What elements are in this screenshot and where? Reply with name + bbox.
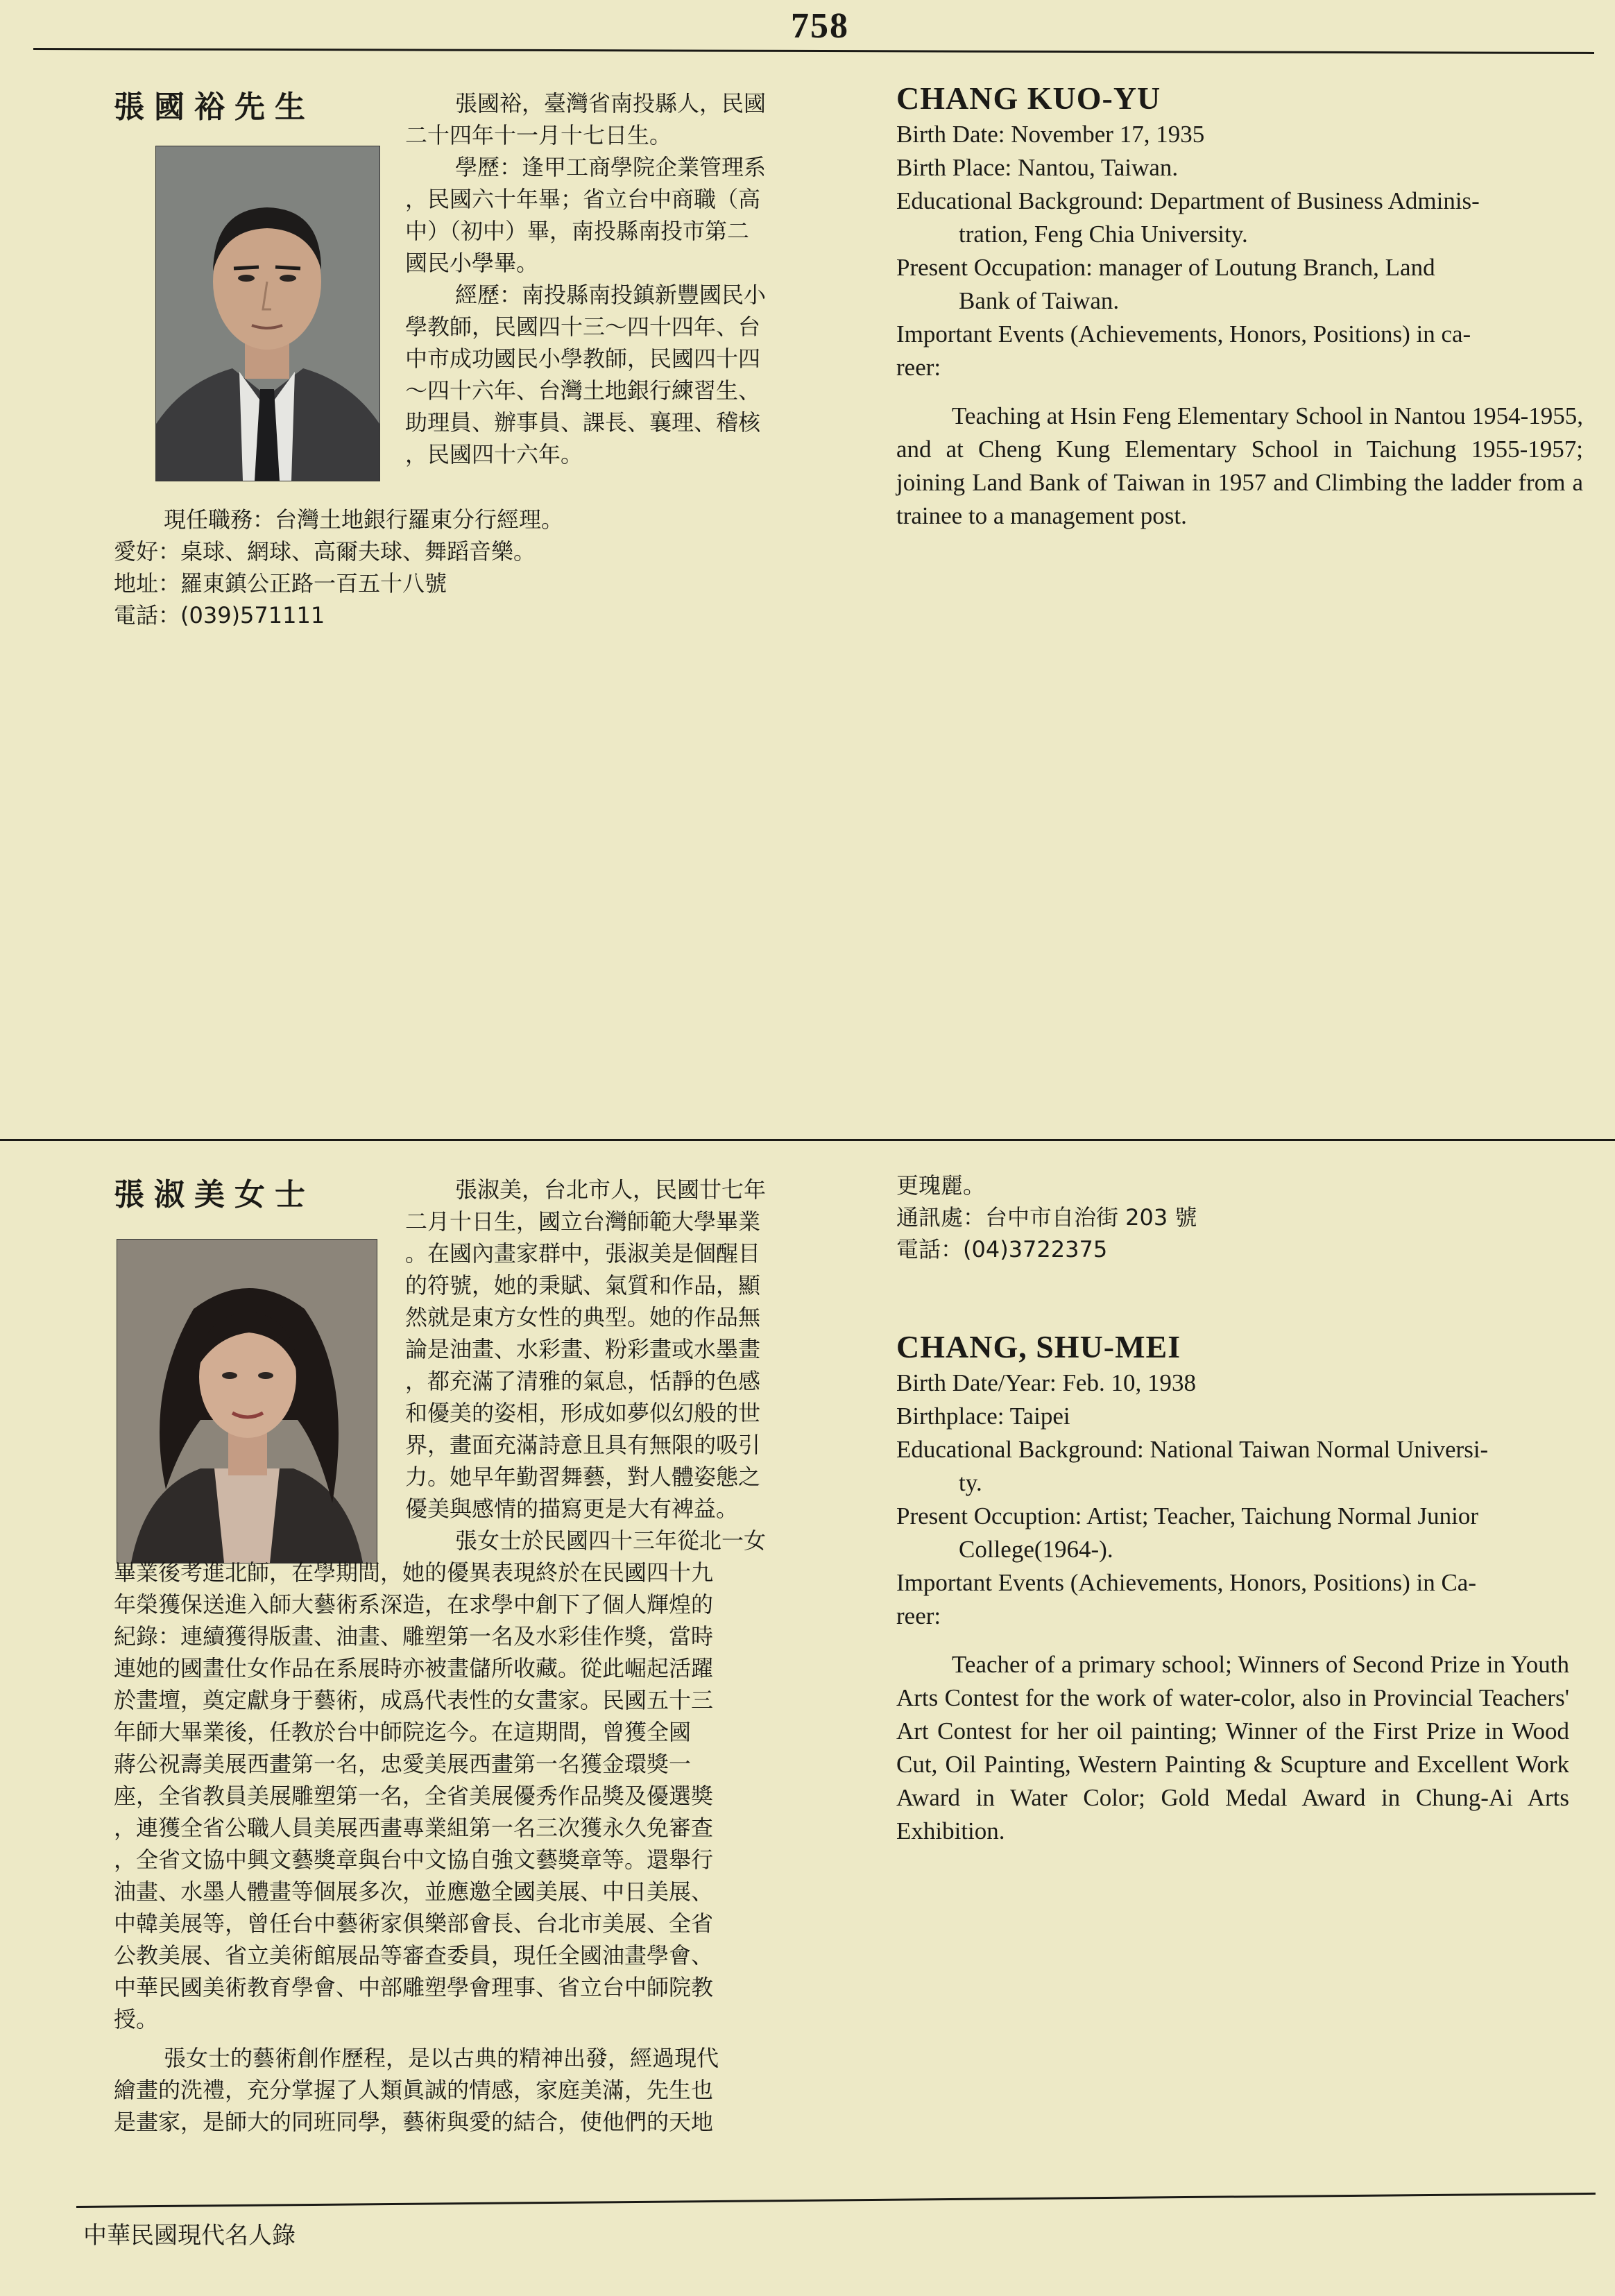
entry1-en-line: Bank of Taiwan. [959, 287, 1120, 314]
entry1-address: 地址：羅東鎮公正路一百五十八號 [114, 570, 447, 597]
entry1-en-line: Educational Background: Department of Business Adminis- [896, 187, 1480, 214]
entry2-zh-line: ，全省文協中興文藝獎章與台中文協自強文藝獎章等。還舉行 [114, 1847, 714, 1873]
entry1-zh-line: ，民國四十六年。 [405, 441, 583, 468]
page-number: 758 [791, 6, 849, 46]
entry2-zh-line: 和優美的姿相，形成如夢似幻般的世 [405, 1400, 761, 1426]
entry1-zh-line: 助理員、辦事員、課長、襄理、稽核 [405, 409, 761, 436]
entry1-zh-line: ，民國六十年畢；省立台中商職（高 [405, 186, 761, 212]
entry1-hobbies: 愛好：桌球、網球、高爾夫球、舞蹈音樂。 [114, 538, 536, 565]
entry1-zh-biography [405, 87, 835, 470]
entry1-zh-line: 二十四年十一月十七日生。 [405, 122, 672, 148]
entry2-en-line: Birthplace: Taipei [896, 1403, 1070, 1430]
entry2-zh-line: 繪畫的洗禮，充分掌握了人類眞誠的情感，家庭美滿，先生也 [114, 2077, 714, 2103]
entry2-en-line: Important Events (Achievements, Honors, Positions) in Ca- [896, 1569, 1476, 1596]
entry2-zh-line: 年師大畢業後，任教於台中師院迄今。在這期間，曾獲全國 [114, 1719, 692, 1745]
entry1-en-line: reer: [896, 354, 941, 381]
entry2-zh-line: 是畫家，是師大的同班同學，藝術與愛的結合，使他們的天地 [114, 2109, 714, 2135]
entry2-zh-line: 論是油畫、水彩畫、粉彩畫或水墨畫 [405, 1336, 761, 1362]
entry2-zh-body [114, 1557, 835, 2138]
entry1-zh-line: 中）（初中）畢，南投縣南投市第二 [405, 218, 750, 244]
entry1-en-line: Birth Place: Nantou, Taiwan. [896, 154, 1179, 181]
entry2-zh-line: 優美與感情的描寫更是大有裨益。 [405, 1496, 739, 1522]
entry1-zh-details [114, 504, 738, 631]
entry2-phone: 電話：(04)3722375 [896, 1236, 1108, 1262]
entry2-zh-line: 力。她早年勤習舞藝，對人體姿態之 [405, 1464, 761, 1490]
entry2-en-line: Educational Background: National Taiwan Normal Universi- [896, 1436, 1489, 1463]
entry2-en-biography [896, 1330, 1569, 1848]
entry2-en-line: Birth Date/Year: Feb. 10, 1938 [896, 1369, 1196, 1396]
entry2-zh-line: ，都充滿了清雅的氣息，恬靜的色感 [405, 1368, 761, 1394]
entry1-name-zh: 張國裕先生 [114, 89, 315, 125]
entry2-address: 通訊處：台中市自治街 203 號 [896, 1204, 1197, 1231]
entry2-zh-line: 。在國內畫家群中，張淑美是個醒目 [405, 1240, 761, 1267]
entry2-zh-line: 公教美展、省立美術館展品等審查委員，現任全國油畫學會、 [114, 1942, 714, 1969]
footer-title: 中華民國現代名人錄 [83, 2222, 296, 2250]
entry2-zh-line: 張淑美，台北市人，民國廿七年 [455, 1176, 767, 1203]
footer-rule [76, 2193, 1596, 2208]
entry1-en-line: tration, Feng Chia University. [959, 221, 1248, 248]
entry2-zh-cont-line: 更瑰麗。 [896, 1172, 986, 1199]
entry2-zh-line: 界，畫面充滿詩意且具有無限的吸引 [405, 1432, 761, 1458]
entry1-zh-line: ～四十六年、台灣土地銀行練習生、 [405, 377, 761, 404]
entry2-zh-line: 畢業後考進北師，在學期間，她的優異表現終於在民國四十九 [114, 1559, 714, 1586]
entry2-zh-line: 張女士的藝術創作歷程，是以古典的精神出發，經過現代 [164, 2045, 719, 2071]
entry2-name-zh: 張淑美女士 [114, 1177, 315, 1213]
entry2-en-line: Present Occuption: Artist; Teacher, Taichung Normal Junior [896, 1502, 1479, 1530]
entry1-zh-line: 張國裕，臺灣省南投縣人，民國 [455, 90, 767, 117]
entry1-zh-line: 學歷：逢甲工商學院企業管理系 [455, 154, 767, 180]
entry1-portrait-photo [155, 146, 380, 481]
entry1-name-en: CHANG KUO-YU [896, 80, 1161, 116]
entry2-en-narrative: Teacher of a primary school; Winners of Second Prize in Youth Arts Contest for the work of water-color, also in Provincial Teachers' Art Contest for her oil painting; Winner of the First Prize in Wood Cut, Oil Painting, Western Painting & Scupture and Excellent Work Award in Water Color; Gold Medal Award in Chung-Ai Arts Exhibition. [896, 1651, 1569, 1844]
entry2-zh-line: 中韓美展等，曾任台中藝術家俱樂部會長、台北市美展、全省 [114, 1910, 714, 1937]
entry1-en-line: Important Events (Achievements, Honors, Positions) in ca- [896, 320, 1471, 348]
entry1-zh-line: 經歷：南投縣南投鎮新豐國民小 [455, 282, 767, 308]
entry1-en-narrative: Teaching at Hsin Feng Elementary School in Nantou 1954-1955, and at Cheng Kung Elementary School in Taichung 1955-1957; joining Land Bank of Taiwan in 1957 and Climbing the ladder from a trainee to a management post. [896, 402, 1583, 529]
entry2-zh-line: 的符號，她的秉賦、氣質和作品，顯 [405, 1272, 761, 1299]
entry1-zh-line: 國民小學畢。 [405, 250, 539, 276]
entry-separator-rule [0, 1139, 1615, 1141]
entry1-current-position: 現任職務：台灣土地銀行羅東分行經理。 [164, 506, 564, 533]
entry2-zh-line: 然就是東方女性的典型。她的作品無 [405, 1304, 761, 1330]
entry2-en-line: ty. [959, 1469, 982, 1496]
entry2-name-en: CHANG, SHU-MEI [896, 1329, 1181, 1364]
entry2-zh-intro [405, 1174, 835, 1557]
entry1-en-line: Present Occupation: manager of Loutung Branch, Land [896, 254, 1435, 281]
entry1-zh-line: 中市成功國民小學教師，民國四十四 [405, 345, 761, 372]
entry1-phone: 電話：(039)571111 [114, 602, 325, 628]
entry2-zh-line: 年榮獲保送進入師大藝術系深造，在求學中創下了個人輝煌的 [114, 1591, 714, 1618]
entry2-zh-line: ，連獲全省公職人員美展西畫專業組第一名三次獲永久免審查 [114, 1815, 714, 1841]
entry1-zh-line: 學教師，民國四十三～四十四年、台 [405, 314, 761, 340]
entry1-en-line: Birth Date: November 17, 1935 [896, 121, 1205, 148]
entry2-en-line: College(1964-). [959, 1536, 1113, 1563]
entry2-zh-line: 授。 [114, 2006, 159, 2032]
entry2-zh-line: 座，全省教員美展雕塑第一名，全省美展優秀作品獎及優選獎 [114, 1783, 714, 1809]
entry2-zh-continued [896, 1170, 1521, 1265]
entry2-en-line: reer: [896, 1602, 941, 1629]
entry1-en-biography [896, 82, 1583, 533]
header-rule [33, 48, 1594, 54]
entry2-zh-line: 紀錄：連續獲得版畫、油畫、雕塑第一名及水彩佳作獎，當時 [114, 1623, 714, 1650]
entry2-zh-line: 連她的國畫仕女作品在系展時亦被畫儲所收藏。從此崛起活躍 [114, 1655, 714, 1681]
entry2-zh-line: 中華民國美術教育學會、中部雕塑學會理事、省立台中師院教 [114, 1974, 714, 2001]
entry2-zh-line: 於畫壇，奠定獻身于藝術，成爲代表性的女畫家。民國五十三 [114, 1687, 714, 1713]
entry2-zh-line: 蔣公祝壽美展西畫第一名，忠愛美展西畫第一名獲金環獎一 [114, 1751, 692, 1777]
entry2-portrait-photo [117, 1239, 377, 1563]
entry2-zh-line: 油畫、水墨人體畫等個展多次，並應邀全國美展、中日美展、 [114, 1878, 714, 1905]
entry2-zh-line: 張女士於民國四十三年從北一女 [455, 1527, 767, 1554]
entry2-zh-line: 二月十日生，國立台灣師範大學畢業 [405, 1208, 761, 1235]
